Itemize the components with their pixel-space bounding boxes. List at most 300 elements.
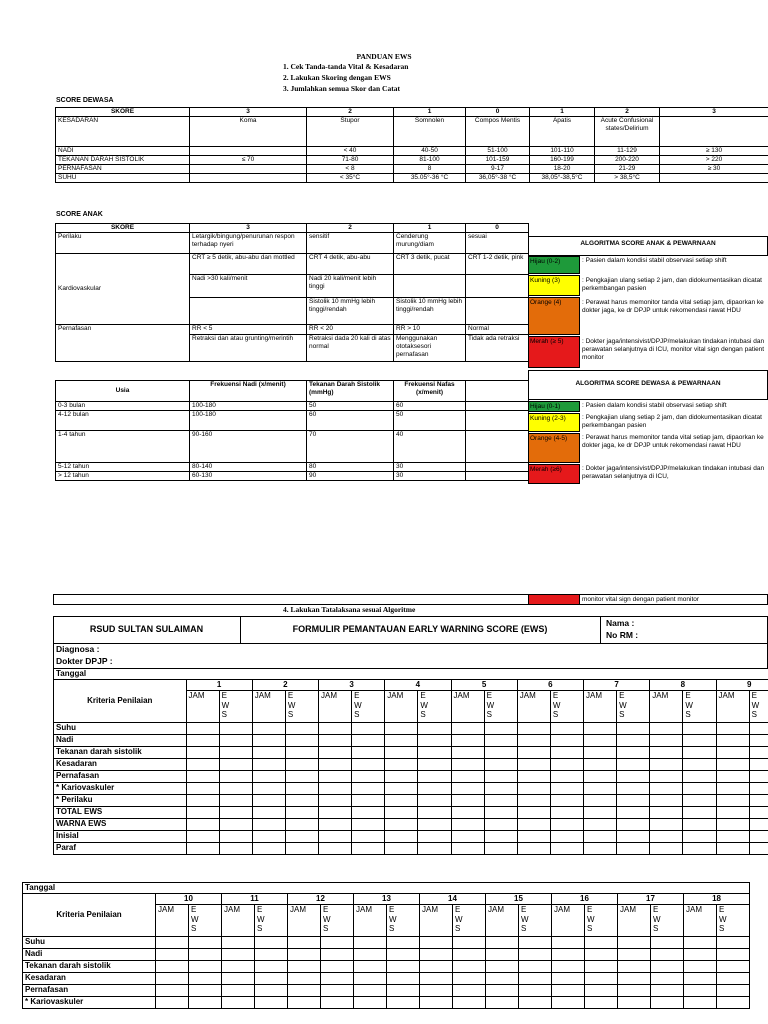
score-input-cell[interactable] xyxy=(186,795,219,807)
ews-score-cell[interactable] xyxy=(683,831,716,843)
score-input-cell[interactable] xyxy=(420,973,453,985)
ews-score-cell[interactable] xyxy=(484,843,517,855)
ews-score-cell[interactable] xyxy=(189,937,222,949)
ews-score-cell[interactable] xyxy=(387,961,420,973)
score-input-cell[interactable] xyxy=(716,735,749,747)
score-input-cell[interactable] xyxy=(288,973,321,985)
jam-column[interactable] xyxy=(385,691,418,723)
ews-score-cell[interactable] xyxy=(683,735,716,747)
ews-score-cell[interactable] xyxy=(585,961,618,973)
jam-column[interactable] xyxy=(618,905,651,937)
jam-column[interactable] xyxy=(319,691,352,723)
score-input-cell[interactable] xyxy=(684,961,717,973)
ews-score-cell[interactable] xyxy=(550,723,583,735)
score-input-cell[interactable] xyxy=(222,961,255,973)
score-input-cell[interactable] xyxy=(186,759,219,771)
ews-score-cell[interactable] xyxy=(285,783,318,795)
score-input-cell[interactable] xyxy=(716,795,749,807)
ews-score-cell[interactable] xyxy=(717,997,750,1009)
score-input-cell[interactable] xyxy=(420,961,453,973)
ews-score-cell[interactable] xyxy=(189,997,222,1009)
ews-score-cell[interactable] xyxy=(285,819,318,831)
jam-column[interactable] xyxy=(552,905,585,937)
score-input-cell[interactable] xyxy=(420,997,453,1009)
ews-score-cell[interactable] xyxy=(484,783,517,795)
score-input-cell[interactable] xyxy=(252,747,285,759)
score-input-cell[interactable] xyxy=(684,985,717,997)
ews-score-cell[interactable] xyxy=(484,747,517,759)
score-input-cell[interactable] xyxy=(552,997,585,1009)
ews-score-cell[interactable] xyxy=(550,735,583,747)
ews-score-cell[interactable] xyxy=(550,795,583,807)
score-input-cell[interactable] xyxy=(420,985,453,997)
ews-score-cell[interactable] xyxy=(255,973,288,985)
ews-score-cell[interactable] xyxy=(352,843,385,855)
ews-score-cell[interactable] xyxy=(321,961,354,973)
ews-score-cell[interactable] xyxy=(255,997,288,1009)
ews-score-cell[interactable] xyxy=(255,985,288,997)
ews-score-cell[interactable] xyxy=(418,723,451,735)
ews-score-cell[interactable] xyxy=(749,771,768,783)
score-input-cell[interactable] xyxy=(319,735,352,747)
ews-score-cell[interactable] xyxy=(484,759,517,771)
score-input-cell[interactable] xyxy=(156,937,189,949)
score-input-cell[interactable] xyxy=(451,759,484,771)
score-input-cell[interactable] xyxy=(517,759,550,771)
score-input-cell[interactable] xyxy=(716,747,749,759)
score-input-cell[interactable] xyxy=(156,997,189,1009)
score-input-cell[interactable] xyxy=(252,783,285,795)
ews-score-cell[interactable] xyxy=(749,735,768,747)
score-input-cell[interactable] xyxy=(186,783,219,795)
ews-score-cell[interactable] xyxy=(651,937,684,949)
ews-score-cell[interactable] xyxy=(418,819,451,831)
jam-column[interactable] xyxy=(186,691,219,723)
ews-score-cell[interactable] xyxy=(321,985,354,997)
score-input-cell[interactable] xyxy=(716,807,749,819)
score-input-cell[interactable] xyxy=(552,949,585,961)
score-input-cell[interactable] xyxy=(451,783,484,795)
ews-score-cell[interactable] xyxy=(484,807,517,819)
ews-score-cell[interactable] xyxy=(189,949,222,961)
score-input-cell[interactable] xyxy=(319,759,352,771)
score-input-cell[interactable] xyxy=(517,795,550,807)
ews-score-cell[interactable] xyxy=(219,831,252,843)
ews-score-cell[interactable] xyxy=(352,795,385,807)
score-input-cell[interactable] xyxy=(486,961,519,973)
score-input-cell[interactable] xyxy=(650,723,683,735)
ews-score-cell[interactable] xyxy=(749,723,768,735)
score-input-cell[interactable] xyxy=(517,831,550,843)
score-input-cell[interactable] xyxy=(650,771,683,783)
ews-score-cell[interactable] xyxy=(418,795,451,807)
score-input-cell[interactable] xyxy=(319,747,352,759)
ews-score-cell[interactable] xyxy=(255,949,288,961)
score-input-cell[interactable] xyxy=(451,795,484,807)
ews-score-cell[interactable] xyxy=(285,747,318,759)
score-input-cell[interactable] xyxy=(354,937,387,949)
ews-score-cell[interactable] xyxy=(321,937,354,949)
score-input-cell[interactable] xyxy=(684,937,717,949)
ews-score-cell[interactable] xyxy=(617,747,650,759)
ews-score-cell[interactable] xyxy=(550,819,583,831)
ews-score-cell[interactable] xyxy=(418,807,451,819)
ews-score-cell[interactable] xyxy=(749,831,768,843)
score-input-cell[interactable] xyxy=(319,807,352,819)
score-input-cell[interactable] xyxy=(552,973,585,985)
ews-score-cell[interactable] xyxy=(749,843,768,855)
score-input-cell[interactable] xyxy=(385,783,418,795)
ews-score-cell[interactable] xyxy=(550,747,583,759)
score-input-cell[interactable] xyxy=(618,949,651,961)
score-input-cell[interactable] xyxy=(354,961,387,973)
ews-score-cell[interactable] xyxy=(352,783,385,795)
ews-score-cell[interactable] xyxy=(418,783,451,795)
ews-score-cell[interactable] xyxy=(717,973,750,985)
score-input-cell[interactable] xyxy=(618,961,651,973)
ews-score-cell[interactable] xyxy=(285,723,318,735)
score-input-cell[interactable] xyxy=(385,843,418,855)
ews-score-cell[interactable] xyxy=(352,807,385,819)
ews-score-cell[interactable] xyxy=(550,831,583,843)
jam-column[interactable] xyxy=(420,905,453,937)
score-input-cell[interactable] xyxy=(517,771,550,783)
ews-score-cell[interactable] xyxy=(550,843,583,855)
ews-score-cell[interactable] xyxy=(749,759,768,771)
ews-score-cell[interactable] xyxy=(585,949,618,961)
score-input-cell[interactable] xyxy=(584,843,617,855)
score-input-cell[interactable] xyxy=(716,723,749,735)
ews-score-cell[interactable] xyxy=(352,747,385,759)
score-input-cell[interactable] xyxy=(650,831,683,843)
ews-score-cell[interactable] xyxy=(717,937,750,949)
score-input-cell[interactable] xyxy=(319,795,352,807)
ews-score-cell[interactable] xyxy=(418,843,451,855)
ews-score-cell[interactable] xyxy=(683,843,716,855)
score-input-cell[interactable] xyxy=(584,831,617,843)
score-input-cell[interactable] xyxy=(420,949,453,961)
ews-score-cell[interactable] xyxy=(749,747,768,759)
ews-score-cell[interactable] xyxy=(683,807,716,819)
ews-score-cell[interactable] xyxy=(749,807,768,819)
score-input-cell[interactable] xyxy=(252,735,285,747)
score-input-cell[interactable] xyxy=(684,949,717,961)
ews-score-cell[interactable] xyxy=(617,843,650,855)
ews-score-cell[interactable] xyxy=(651,949,684,961)
score-input-cell[interactable] xyxy=(186,771,219,783)
score-input-cell[interactable] xyxy=(451,747,484,759)
ews-score-cell[interactable] xyxy=(285,759,318,771)
ews-score-cell[interactable] xyxy=(418,747,451,759)
ews-score-cell[interactable] xyxy=(219,735,252,747)
ews-score-cell[interactable] xyxy=(519,985,552,997)
ews-score-cell[interactable] xyxy=(387,973,420,985)
score-input-cell[interactable] xyxy=(288,997,321,1009)
ews-score-cell[interactable] xyxy=(219,843,252,855)
ews-score-cell[interactable] xyxy=(219,807,252,819)
score-input-cell[interactable] xyxy=(650,759,683,771)
ews-score-cell[interactable] xyxy=(352,819,385,831)
ews-score-cell[interactable] xyxy=(387,985,420,997)
score-input-cell[interactable] xyxy=(517,723,550,735)
score-input-cell[interactable] xyxy=(486,997,519,1009)
ews-score-cell[interactable] xyxy=(453,973,486,985)
jam-column[interactable] xyxy=(222,905,255,937)
jam-column[interactable] xyxy=(684,905,717,937)
score-input-cell[interactable] xyxy=(618,997,651,1009)
score-input-cell[interactable] xyxy=(252,831,285,843)
ews-score-cell[interactable] xyxy=(550,783,583,795)
score-input-cell[interactable] xyxy=(186,807,219,819)
score-input-cell[interactable] xyxy=(319,771,352,783)
score-input-cell[interactable] xyxy=(684,997,717,1009)
score-input-cell[interactable] xyxy=(517,807,550,819)
ews-score-cell[interactable] xyxy=(484,771,517,783)
score-input-cell[interactable] xyxy=(650,735,683,747)
score-input-cell[interactable] xyxy=(222,937,255,949)
ews-score-cell[interactable] xyxy=(717,985,750,997)
ews-score-cell[interactable] xyxy=(519,949,552,961)
score-input-cell[interactable] xyxy=(517,843,550,855)
jam-column[interactable] xyxy=(716,691,749,723)
ews-score-cell[interactable] xyxy=(519,997,552,1009)
score-input-cell[interactable] xyxy=(517,783,550,795)
score-input-cell[interactable] xyxy=(584,819,617,831)
jam-column[interactable] xyxy=(517,691,550,723)
ews-score-cell[interactable] xyxy=(285,843,318,855)
score-input-cell[interactable] xyxy=(288,949,321,961)
ews-score-cell[interactable] xyxy=(617,771,650,783)
ews-score-cell[interactable] xyxy=(617,783,650,795)
score-input-cell[interactable] xyxy=(716,819,749,831)
score-input-cell[interactable] xyxy=(288,937,321,949)
score-input-cell[interactable] xyxy=(650,747,683,759)
score-input-cell[interactable] xyxy=(252,759,285,771)
score-input-cell[interactable] xyxy=(252,807,285,819)
ews-score-cell[interactable] xyxy=(418,831,451,843)
ews-score-cell[interactable] xyxy=(683,723,716,735)
ews-score-cell[interactable] xyxy=(749,819,768,831)
score-input-cell[interactable] xyxy=(584,735,617,747)
score-input-cell[interactable] xyxy=(385,747,418,759)
score-input-cell[interactable] xyxy=(354,997,387,1009)
ews-score-cell[interactable] xyxy=(219,747,252,759)
score-input-cell[interactable] xyxy=(584,795,617,807)
score-input-cell[interactable] xyxy=(252,795,285,807)
ews-score-cell[interactable] xyxy=(189,973,222,985)
jam-column[interactable] xyxy=(650,691,683,723)
score-input-cell[interactable] xyxy=(319,843,352,855)
score-input-cell[interactable] xyxy=(186,723,219,735)
ews-score-cell[interactable] xyxy=(285,771,318,783)
score-input-cell[interactable] xyxy=(156,985,189,997)
score-input-cell[interactable] xyxy=(552,961,585,973)
ews-score-cell[interactable] xyxy=(651,961,684,973)
ews-score-cell[interactable] xyxy=(387,997,420,1009)
score-input-cell[interactable] xyxy=(684,973,717,985)
score-input-cell[interactable] xyxy=(584,723,617,735)
ews-score-cell[interactable] xyxy=(617,795,650,807)
score-input-cell[interactable] xyxy=(385,795,418,807)
score-input-cell[interactable] xyxy=(252,771,285,783)
ews-score-cell[interactable] xyxy=(418,735,451,747)
ews-score-cell[interactable] xyxy=(617,735,650,747)
score-input-cell[interactable] xyxy=(252,723,285,735)
ews-score-cell[interactable] xyxy=(617,723,650,735)
ews-score-cell[interactable] xyxy=(285,831,318,843)
ews-score-cell[interactable] xyxy=(519,937,552,949)
ews-score-cell[interactable] xyxy=(255,961,288,973)
ews-score-cell[interactable] xyxy=(585,973,618,985)
score-input-cell[interactable] xyxy=(451,831,484,843)
ews-score-cell[interactable] xyxy=(683,819,716,831)
ews-score-cell[interactable] xyxy=(484,735,517,747)
ews-score-cell[interactable] xyxy=(651,985,684,997)
ews-score-cell[interactable] xyxy=(352,723,385,735)
ews-score-cell[interactable] xyxy=(617,819,650,831)
score-input-cell[interactable] xyxy=(584,807,617,819)
score-input-cell[interactable] xyxy=(451,723,484,735)
jam-column[interactable] xyxy=(288,905,321,937)
ews-score-cell[interactable] xyxy=(519,961,552,973)
ews-score-cell[interactable] xyxy=(585,985,618,997)
ews-score-cell[interactable] xyxy=(651,973,684,985)
score-input-cell[interactable] xyxy=(650,807,683,819)
score-input-cell[interactable] xyxy=(451,735,484,747)
ews-score-cell[interactable] xyxy=(321,949,354,961)
ews-score-cell[interactable] xyxy=(585,937,618,949)
ews-score-cell[interactable] xyxy=(617,807,650,819)
ews-score-cell[interactable] xyxy=(219,723,252,735)
score-input-cell[interactable] xyxy=(650,843,683,855)
ews-score-cell[interactable] xyxy=(453,961,486,973)
score-input-cell[interactable] xyxy=(252,843,285,855)
ews-score-cell[interactable] xyxy=(219,819,252,831)
ews-score-cell[interactable] xyxy=(484,831,517,843)
score-input-cell[interactable] xyxy=(186,735,219,747)
ews-score-cell[interactable] xyxy=(387,949,420,961)
score-input-cell[interactable] xyxy=(222,973,255,985)
ews-score-cell[interactable] xyxy=(285,735,318,747)
ews-score-cell[interactable] xyxy=(484,819,517,831)
ews-score-cell[interactable] xyxy=(352,771,385,783)
ews-score-cell[interactable] xyxy=(453,985,486,997)
score-input-cell[interactable] xyxy=(385,771,418,783)
score-input-cell[interactable] xyxy=(420,937,453,949)
score-input-cell[interactable] xyxy=(517,735,550,747)
score-input-cell[interactable] xyxy=(385,759,418,771)
ews-score-cell[interactable] xyxy=(189,961,222,973)
jam-column[interactable] xyxy=(252,691,285,723)
ews-score-cell[interactable] xyxy=(352,735,385,747)
ews-score-cell[interactable] xyxy=(219,771,252,783)
ews-score-cell[interactable] xyxy=(321,973,354,985)
jam-column[interactable] xyxy=(354,905,387,937)
ews-score-cell[interactable] xyxy=(418,771,451,783)
ews-score-cell[interactable] xyxy=(418,759,451,771)
score-input-cell[interactable] xyxy=(451,807,484,819)
score-input-cell[interactable] xyxy=(385,807,418,819)
score-input-cell[interactable] xyxy=(650,795,683,807)
score-input-cell[interactable] xyxy=(319,831,352,843)
ews-score-cell[interactable] xyxy=(717,961,750,973)
ews-score-cell[interactable] xyxy=(651,997,684,1009)
score-input-cell[interactable] xyxy=(354,949,387,961)
jam-column[interactable] xyxy=(584,691,617,723)
score-input-cell[interactable] xyxy=(385,831,418,843)
score-input-cell[interactable] xyxy=(288,961,321,973)
ews-score-cell[interactable] xyxy=(453,937,486,949)
ews-score-cell[interactable] xyxy=(749,795,768,807)
ews-score-cell[interactable] xyxy=(683,747,716,759)
score-input-cell[interactable] xyxy=(517,747,550,759)
score-input-cell[interactable] xyxy=(222,949,255,961)
score-input-cell[interactable] xyxy=(319,819,352,831)
score-input-cell[interactable] xyxy=(716,771,749,783)
ews-score-cell[interactable] xyxy=(550,807,583,819)
score-input-cell[interactable] xyxy=(156,973,189,985)
score-input-cell[interactable] xyxy=(618,973,651,985)
ews-score-cell[interactable] xyxy=(617,759,650,771)
score-input-cell[interactable] xyxy=(451,819,484,831)
score-input-cell[interactable] xyxy=(252,819,285,831)
ews-score-cell[interactable] xyxy=(387,937,420,949)
ews-score-cell[interactable] xyxy=(550,771,583,783)
score-input-cell[interactable] xyxy=(552,985,585,997)
score-input-cell[interactable] xyxy=(650,819,683,831)
ews-score-cell[interactable] xyxy=(617,831,650,843)
score-input-cell[interactable] xyxy=(716,831,749,843)
score-input-cell[interactable] xyxy=(517,819,550,831)
jam-column[interactable] xyxy=(156,905,189,937)
score-input-cell[interactable] xyxy=(319,783,352,795)
ews-score-cell[interactable] xyxy=(321,997,354,1009)
score-input-cell[interactable] xyxy=(186,819,219,831)
ews-score-cell[interactable] xyxy=(550,759,583,771)
score-input-cell[interactable] xyxy=(552,937,585,949)
ews-score-cell[interactable] xyxy=(484,723,517,735)
score-input-cell[interactable] xyxy=(222,997,255,1009)
ews-score-cell[interactable] xyxy=(585,997,618,1009)
score-input-cell[interactable] xyxy=(156,961,189,973)
score-input-cell[interactable] xyxy=(288,985,321,997)
jam-column[interactable] xyxy=(451,691,484,723)
score-input-cell[interactable] xyxy=(716,783,749,795)
ews-score-cell[interactable] xyxy=(717,949,750,961)
score-input-cell[interactable] xyxy=(716,759,749,771)
score-input-cell[interactable] xyxy=(186,831,219,843)
score-input-cell[interactable] xyxy=(385,723,418,735)
score-input-cell[interactable] xyxy=(385,735,418,747)
score-input-cell[interactable] xyxy=(486,949,519,961)
score-input-cell[interactable] xyxy=(486,973,519,985)
score-input-cell[interactable] xyxy=(186,747,219,759)
score-input-cell[interactable] xyxy=(650,783,683,795)
ews-score-cell[interactable] xyxy=(683,771,716,783)
score-input-cell[interactable] xyxy=(319,723,352,735)
ews-score-cell[interactable] xyxy=(749,783,768,795)
score-input-cell[interactable] xyxy=(584,783,617,795)
score-input-cell[interactable] xyxy=(156,949,189,961)
ews-score-cell[interactable] xyxy=(285,795,318,807)
score-input-cell[interactable] xyxy=(354,985,387,997)
ews-score-cell[interactable] xyxy=(683,759,716,771)
score-input-cell[interactable] xyxy=(354,973,387,985)
ews-score-cell[interactable] xyxy=(352,759,385,771)
score-input-cell[interactable] xyxy=(451,843,484,855)
ews-score-cell[interactable] xyxy=(683,783,716,795)
score-input-cell[interactable] xyxy=(222,985,255,997)
